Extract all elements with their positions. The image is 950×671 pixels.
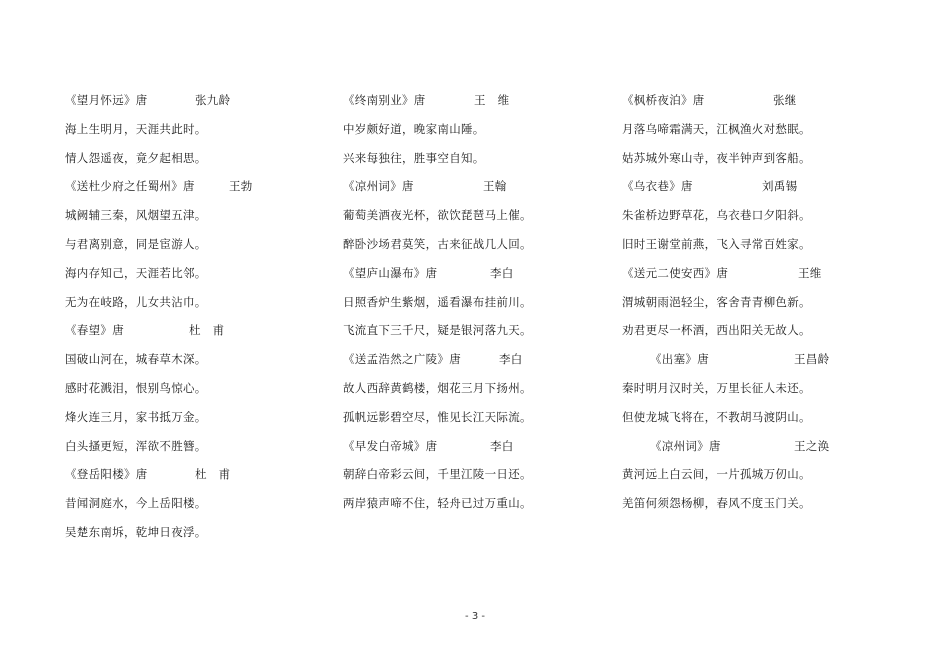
poem-line: 吴楚东南坼，乾坤日夜浮。 [65, 524, 207, 539]
poem-author: 王勃 [229, 179, 253, 194]
poem-author: 张继 [773, 93, 797, 107]
poem-title-line [65, 172, 325, 201]
poem-title-line [622, 432, 882, 461]
poem-line: 中岁颇好道，晚家南山陲。 [343, 121, 485, 136]
poem-line: 旧时王谢堂前燕，飞入寻常百姓家。 [622, 236, 811, 251]
poem-line: 朱雀桥边野草花，乌衣巷口夕阳斜。 [622, 208, 811, 223]
poem-line: 醉卧沙场君莫笑，古来征战几人回。 [343, 236, 532, 251]
poem-title: 《凉州词》唐 [650, 438, 721, 453]
poem-title-line [622, 86, 882, 115]
poem-line: 姑苏城外寒山寺，夜半钟声到客船。 [622, 150, 811, 165]
poem-title: 《望庐山瀑布》唐 [343, 265, 438, 280]
poem-line: 故人西辞黄鹤楼，烟花三月下扬州。 [343, 380, 532, 395]
poem-author: 张九龄 [195, 93, 231, 107]
poem-author: 刘禹锡 [762, 179, 798, 194]
poem-line: 国破山河在，城春草木深。 [65, 352, 207, 367]
poem-title: 《登岳阳楼》唐 [65, 467, 148, 482]
poem-title-line [65, 460, 325, 489]
poem-column-2 [343, 86, 603, 518]
poem-title: 《春望》唐 [65, 323, 124, 338]
poem-title: 《送元二使安西》唐 [622, 265, 729, 280]
poem-line: 情人怨遥夜，竟夕起相思。 [65, 150, 207, 165]
poem-column-3 [622, 86, 882, 518]
poem-line: 海内存知己，天涯若比邻。 [65, 265, 207, 280]
poem-author: 王 维 [474, 93, 510, 107]
poem-title-line [622, 345, 882, 374]
poem-title-line [343, 432, 603, 461]
poem-line: 葡萄美酒夜光杯，欲饮琵琶马上催。 [343, 208, 532, 223]
poem-line: 昔闻洞庭水，今上岳阳楼。 [65, 496, 207, 511]
poem-column-1 [65, 86, 325, 547]
poem-line: 孤帆远影碧空尽，惟见长江天际流。 [343, 409, 532, 424]
poem-line: 月落乌啼霜满天，江枫渔火对愁眠。 [622, 121, 811, 136]
poem-line: 兴来每独往，胜事空自知。 [343, 150, 485, 165]
poem-author: 王翰 [483, 179, 507, 194]
poem-line: 与君离别意，同是宦游人。 [65, 236, 207, 251]
poem-line: 劝君更尽一杯酒，西出阳关无故人。 [622, 323, 811, 338]
poem-author: 李白 [490, 265, 514, 280]
poem-line: 烽火连三月，家书抵万金。 [65, 409, 207, 424]
poem-line: 两岸猿声啼不住，轻舟已过万重山。 [343, 496, 532, 511]
poem-line: 秦时明月汉时关，万里长征人未还。 [622, 380, 811, 395]
poem-line: 白头搔更短，浑欲不胜簪。 [65, 438, 207, 453]
poem-title: 《终南别业》唐 [343, 93, 426, 107]
poem-title-line [622, 172, 882, 201]
poem-author: 王维 [798, 265, 822, 280]
poem-title-line [65, 86, 325, 115]
poem-title: 《早发白帝城》唐 [343, 438, 438, 453]
page-number: - 3 - [465, 611, 485, 622]
poem-title-line [65, 316, 325, 345]
poem-title: 《送杜少府之任蜀州》唐 [65, 179, 195, 194]
poem-author: 王之涣 [794, 438, 830, 453]
poem-title: 《送孟浩然之广陵》唐 [343, 352, 461, 367]
poem-title: 《出塞》唐 [650, 352, 709, 367]
poem-line: 感时花溅泪，恨别鸟惊心。 [65, 380, 207, 395]
poem-line: 羌笛何须怨杨柳，春风不度玉门关。 [622, 496, 811, 511]
poem-line: 无为在岐路，儿女共沾巾。 [65, 294, 207, 309]
poem-line: 城阙辅三秦，风烟望五津。 [65, 208, 207, 223]
poem-line: 渭城朝雨浥轻尘，客舍青青柳色新。 [622, 294, 811, 309]
poem-title: 《望月怀远》唐 [65, 93, 148, 107]
poem-title-line [343, 172, 603, 201]
poem-line: 黄河远上白云间，一片孤城万仞山。 [622, 467, 811, 482]
poem-title: 《乌衣巷》唐 [622, 179, 693, 194]
poem-author: 杜 甫 [195, 467, 231, 482]
poem-title-line [343, 345, 603, 374]
poem-line: 朝辞白帝彩云间，千里江陵一日还。 [343, 467, 532, 482]
poem-title-line [622, 259, 882, 288]
poem-line: 但使龙城飞将在，不教胡马渡阴山。 [622, 409, 811, 424]
poem-line: 海上生明月，天涯共此时。 [65, 121, 207, 136]
poem-line: 飞流直下三千尺，疑是银河落九天。 [343, 323, 532, 338]
poem-author: 李白 [499, 352, 523, 367]
poem-author: 李白 [490, 438, 514, 453]
poem-author: 杜 甫 [189, 323, 225, 338]
poem-title: 《枫桥夜泊》唐 [622, 93, 705, 107]
poem-line: 日照香炉生紫烟，遥看瀑布挂前川。 [343, 294, 532, 309]
poem-title: 《凉州词》唐 [343, 179, 414, 194]
poem-author: 王昌龄 [794, 352, 830, 367]
poem-title-line [343, 86, 603, 115]
poem-title-line [343, 259, 603, 288]
